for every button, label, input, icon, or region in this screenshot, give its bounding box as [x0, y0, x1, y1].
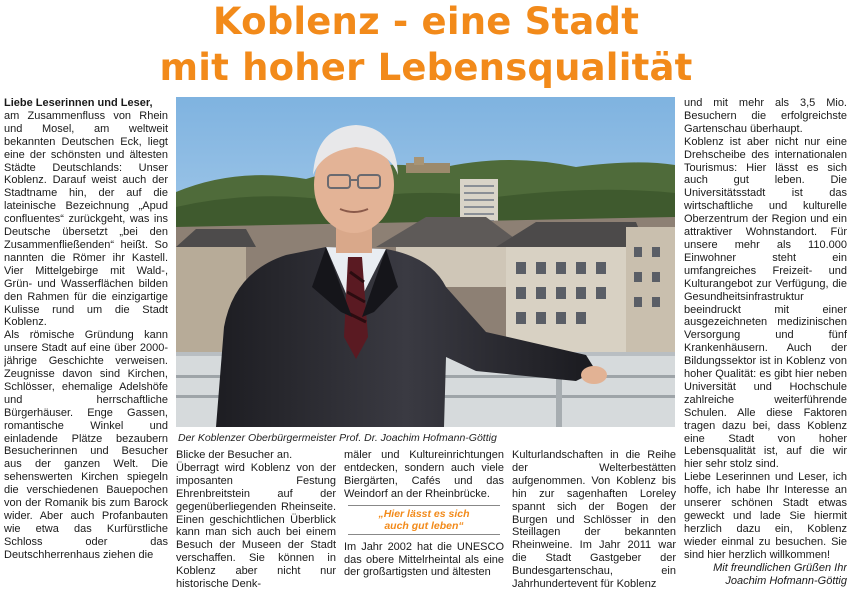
salutation: Liebe Leserinnen und Leser,: [4, 97, 153, 109]
pull-quote-rule-bottom: [348, 534, 500, 535]
paragraph: Koblenz ist aber nicht nur eine Drehscheibe des internationalen Tourismus: Hier lässt es sich auch gut leben. Die Universitätsstadt ist das wirtschaftliche und kulturelle Oberzentrum der Region und ein attraktiver Wohnstandort. Für unsere mehr als 110.000 Einwohner steht ein umfangreiches Freizeit- und Kulturangebot zur Verfügung, die Gesundheitsinfrastruktur beeindruckt mit einer ausgezeichneten medizinischen Versorgung und fünf Krankenhäusern. Auch der Bildungssektor ist in Koblenz von hoher Qualität: es gibt hier neben Universität und Hochschule zahlreiche weiterführende Schulen. Alle diese Faktoren tragen dazu bei, dass Koblenz eine Stadt von hoher Lebensqualität ist, auf die wir hier sehr stolz sind.: [684, 135, 847, 471]
paragraph: Im Jahr 2002 hat die UNESCO das obere Mittelrheintal als eine der großartigsten und ältesten: [344, 540, 504, 579]
paragraph: mäler und Kultureinrichtungen entdecken, sondern auch viele Biergärten, Cafés und das Weindorf an der Rheinbrücke.: [344, 449, 504, 500]
headline-line-2: mit hoher Lebensqualität: [159, 46, 693, 89]
pull-quote: [344, 505, 504, 535]
paragraph: am Zusammenfluss von Rhein und Mosel, am weltweit bekannten Deutschen Eck, liegt eine der schönsten und ältesten Städte Deutschlands: Unser Koblenz. Darauf weist auch der Stadtname hin, der auf die lateinische Bezeichnung „Apud confluentes“ zurückgeht, was ins Deutsche übersetzt „bei den Zusammenfließenden“ heißt. So nannten die Römer ihr Kastell. Vier Mittelgebirge mit Wald-, Grün- und Wasserflächen bilden den Rahmen für die einzigartige Kulisse rund um die Stadt Koblenz.: [4, 109, 168, 329]
headline-line-1: Koblenz - eine Stadt: [212, 0, 640, 43]
signature-greeting: Mit freundlichen Grüßen Ihr: [713, 561, 847, 574]
paragraph: Kulturlandschaften in die Reihe der Welterbestätten aufgenommen. Von Koblenz bis hin zur sagenhaften Loreley spannt sich der Bogen der Burgen und Schlösser in den Steillagen der bekannten Rheinweine. Im Jahr 2011 war die Stadt Gastgeber der Bundesgartenschau, ein Jahrhundertevent für Koblenz: [512, 449, 676, 589]
article-column-5: [684, 97, 847, 589]
paragraph: und mit mehr als 3,5 Mio. Besuchern die erfolgreichste Gartenschau überhaupt.: [684, 97, 847, 135]
article-column-3: [344, 449, 504, 589]
paragraph: Blicke der Besucher an.: [176, 449, 293, 461]
paragraph: Überragt wird Koblenz von der imposanten Festung Ehrenbreitstein auf der gegenüberliegenden Rheinseite. Einen geschichtlichen Überblick kann man sich auch bei einem Besuch der Museen der Stadt verschaffen. Sie können in Koblenz aber nicht nur historische Denk-: [176, 461, 336, 589]
pull-quote-line-2: auch gut leben“: [384, 519, 464, 532]
photo-caption: Der Koblenzer Oberbürgermeister Prof. Dr. Joachim Hofmann-Göttig: [178, 432, 497, 444]
pull-quote-text: [344, 506, 504, 534]
pull-quote-line-1: „Hier lässt es sich: [378, 507, 470, 520]
paragraph: Liebe Leserinnen und Leser, ich hoffe, ich habe Ihr Interesse an unserer schönen Stadt etwas geweckt und lade Sie hiermit herzlich dazu ein, Koblenz wieder einmal zu besuchen. Sie sind hier herzlich willkommen!: [684, 471, 847, 561]
article-column-4: [512, 449, 676, 589]
signature-name: Joachim Hofmann-Göttig: [725, 574, 847, 587]
mayor-photo: [176, 97, 675, 427]
paragraph: Als römische Gründung kann unsere Stadt auf eine über 2000-jährige Geschichte verweisen. Zeugnisse davon sind Kirchen, Schlösser, ehemalige Adelshöfe und herrschaftliche Bürgerhäuser. Enge Gassen, romantische Winkel und einladende Plätze bezaubern Besucherinnen und Besucher aus der ganzen Welt. Die sehenswerten Kirchen spiegeln die verschiedenen Bauepochen von der Romanik bis zum Barock wider. Aber auch Profanbauten wie etwa das Kurfürstliche Schloss oder das Deutschherrenhaus ziehen die: [4, 329, 168, 561]
article-column-1: [4, 97, 168, 589]
article-column-2: [176, 449, 336, 589]
